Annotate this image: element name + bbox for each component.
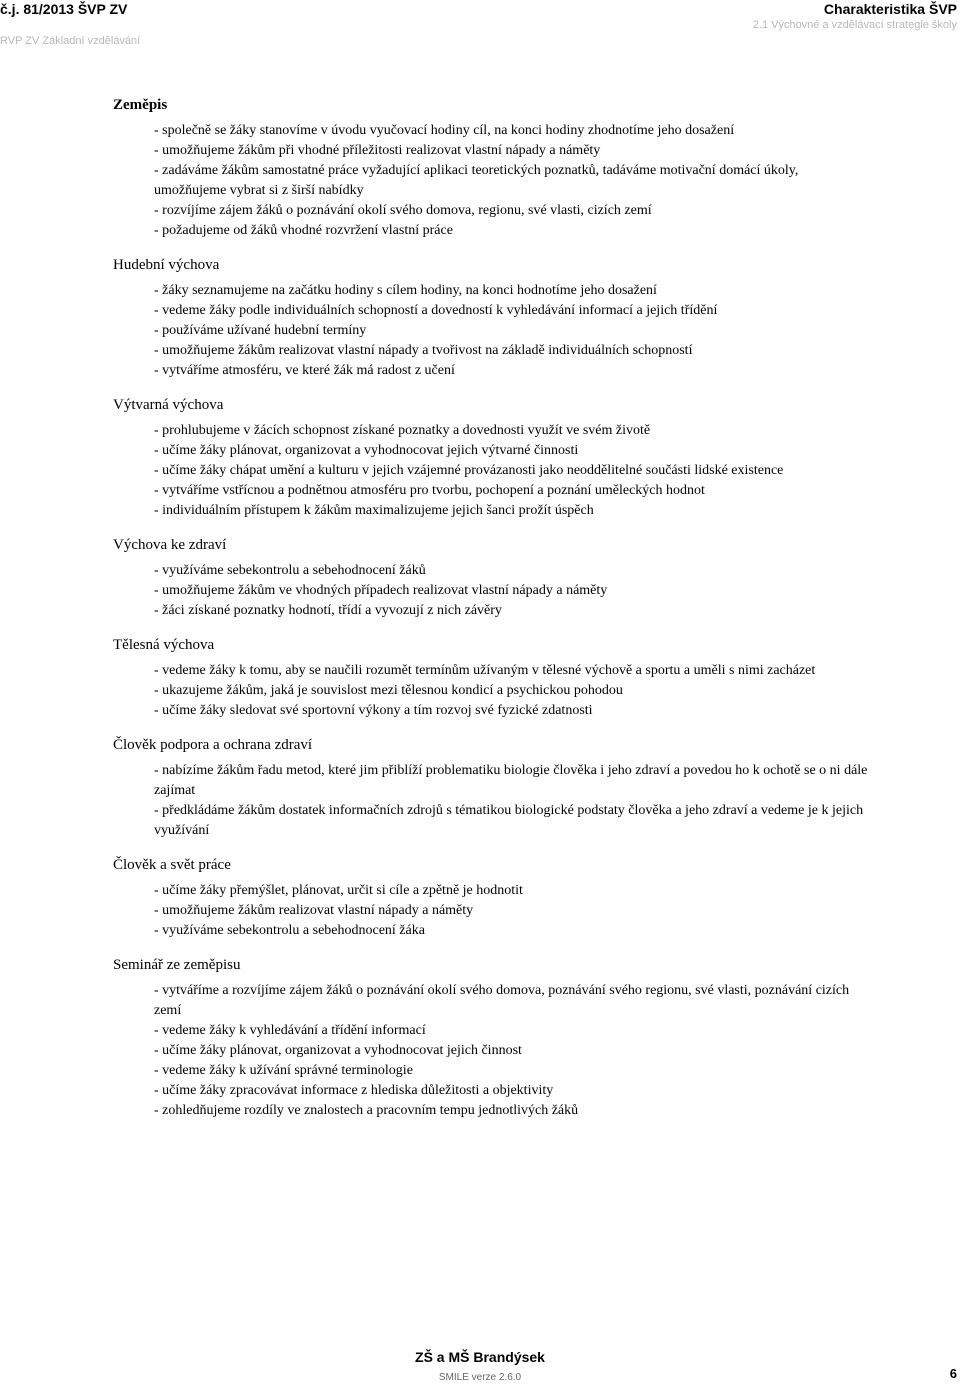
- subject-heading: Zeměpis: [113, 97, 168, 113]
- footer-school-name: ZŠ a MŠ Brandýsek: [415, 1349, 545, 1365]
- strategy-item: - vytváříme vstřícnou a podnětnou atmosféru pro tvorbu, pochopení a poznání uměleckých hodnot: [154, 483, 705, 498]
- strategy-item: - umožňujeme žákům realizovat vlastní nápady a náměty: [154, 903, 474, 918]
- strategy-list: [154, 761, 873, 841]
- strategy-list: [154, 661, 873, 721]
- strategy-item: - umožňujeme žákům ve vhodných případech realizovat vlastní nápady a náměty: [154, 583, 608, 598]
- strategy-item: - vedeme žáky podle individuálních schopností a dovedností k vyhledávání informací a jejich třídění: [154, 303, 718, 318]
- strategy-list: [154, 281, 873, 381]
- subject-heading: Tělesná výchova: [113, 637, 215, 653]
- strategy-list: [154, 121, 873, 241]
- strategy-item: - rozvíjíme zájem žáků o poznávání okolí svého domova, regionu, své vlasti, cizích zemí: [154, 203, 652, 218]
- subject-section: [113, 735, 873, 841]
- subject-section: [113, 395, 873, 521]
- strategy-list: [154, 421, 873, 521]
- strategy-item: - nabízíme žákům řadu metod, které jim přiblíží problematiku biologie člověka i jeho zdraví a povedou ho k ochotě se o ni dále zajímat: [154, 763, 868, 798]
- strategy-item: - zohledňujeme rozdíly ve znalostech a pracovním tempu jednotlivých žáků: [154, 1103, 579, 1118]
- strategy-item: - vedeme žáky k tomu, aby se naučili rozumět termínům užívaným v tělesné výchově a sportu a uměli s nimi zacházet: [154, 663, 816, 678]
- subject-section: [113, 855, 873, 941]
- strategy-item: - používáme užívané hudební termíny: [154, 323, 367, 338]
- strategy-item: - vytváříme atmosféru, ve které žák má radost z učení: [154, 363, 455, 378]
- strategy-item: - žáci získané poznatky hodnotí, třídí a vyvozují z nich závěry: [154, 603, 502, 618]
- subject-heading: Hudební výchova: [113, 257, 220, 273]
- strategy-item: - individuálním přístupem k žákům maximalizujeme jejich šanci prožít úspěch: [154, 503, 594, 518]
- strategy-item: - učíme žáky zpracovávat informace z hlediska důležitosti a objektivity: [154, 1083, 554, 1098]
- subject-section: [113, 95, 873, 241]
- subject-heading: Výchova ke zdraví: [113, 537, 227, 553]
- strategy-item: - společně se žáky stanovíme v úvodu vyučovací hodiny cíl, na konci hodiny zhodnotíme jeho dosažení: [154, 123, 735, 138]
- strategy-item: - umožňujeme žákům při vhodné příležitosti realizovat vlastní nápady a náměty: [154, 143, 601, 158]
- strategy-item: - žáky seznamujeme na začátku hodiny s cílem hodiny, na konci hodnotíme jeho dosažení: [154, 283, 657, 298]
- strategy-list: [154, 981, 873, 1121]
- strategy-item: - učíme žáky sledovat své sportovní výkony a tím rozvoj své fyzické zdatnosti: [154, 703, 593, 718]
- strategy-list: [154, 561, 873, 621]
- strategy-item: - prohlubujeme v žácích schopnost získané poznatky a dovednosti využít ve svém životě: [154, 423, 651, 438]
- subject-heading: Seminář ze zeměpisu: [113, 957, 241, 973]
- strategy-item: - požadujeme od žáků vhodné rozvržení vlastní práce: [154, 223, 453, 238]
- strategy-item: - vedeme žáky k užívání správné terminologie: [154, 1063, 413, 1078]
- section-subtitle: 2.1 Výchovné a vzdělávací strategie školy: [752, 19, 957, 31]
- page-number: 6: [949, 1366, 957, 1381]
- strategy-item: - učíme žáky plánovat, organizovat a vyhodnocovat jejich výtvarné činnosti: [154, 443, 579, 458]
- subject-section: [113, 255, 873, 381]
- strategy-item: - vytváříme a rozvíjíme zájem žáků o poznávání okolí svého domova, poznávání svého regionu, své vlasti, poznávání cizích zemí: [154, 983, 850, 1018]
- section-title: Charakteristika ŠVP: [823, 1, 957, 17]
- strategy-item: - učíme žáky chápat umění a kulturu v jejich vzájemné provázanosti jako neoddělitelné součásti lidské existence: [154, 463, 784, 478]
- subject-section: [113, 635, 873, 721]
- subject-heading: Člověk a svět práce: [113, 857, 231, 873]
- footer-version: SMILE verze 2.6.0: [438, 1372, 522, 1383]
- strategy-list: [154, 881, 873, 941]
- subject-section: [113, 955, 873, 1121]
- strategy-item: - umožňujeme žákům realizovat vlastní nápady a tvořivost na základě individuálních schopností: [154, 343, 693, 358]
- strategy-item: - učíme žáky plánovat, organizovat a vyhodnocovat jejich činnost: [154, 1043, 522, 1058]
- strategy-item: - ukazujeme žákům, jaká je souvislost mezi tělesnou kondicí a psychickou pohodou: [154, 683, 623, 698]
- strategy-item: - využíváme sebekontrolu a sebehodnocení žáka: [154, 923, 425, 938]
- strategy-item: - zadáváme žákům samostatné práce vyžadující aplikaci teoretických poznatků, tadáváme motivační domácí úkoly, umožňujeme vybrat si z širší nabídky: [154, 163, 799, 198]
- subject-section: [113, 535, 873, 621]
- strategy-item: - učíme žáky přemýšlet, plánovat, určit si cíle a zpětně je hodnotit: [154, 883, 523, 898]
- strategy-item: - předkládáme žákům dostatek informačních zdrojů s tématikou biologické podstaty člověka a jeho zdraví a vedeme je k jejich využívání: [154, 803, 864, 838]
- strategy-item: - využíváme sebekontrolu a sebehodnocení žáků: [154, 563, 426, 578]
- strategy-item: - vedeme žáky k vyhledávání a třídění informací: [154, 1023, 426, 1038]
- subject-heading: Výtvarná výchova: [113, 397, 224, 413]
- document-reference: č.j. 81/2013 ŠVP ZV: [0, 1, 128, 17]
- subject-heading: Člověk podpora a ochrana zdraví: [113, 737, 313, 753]
- document-body: [113, 95, 873, 1135]
- document-subtitle: RVP ZV Základní vzdělávání: [0, 35, 141, 47]
